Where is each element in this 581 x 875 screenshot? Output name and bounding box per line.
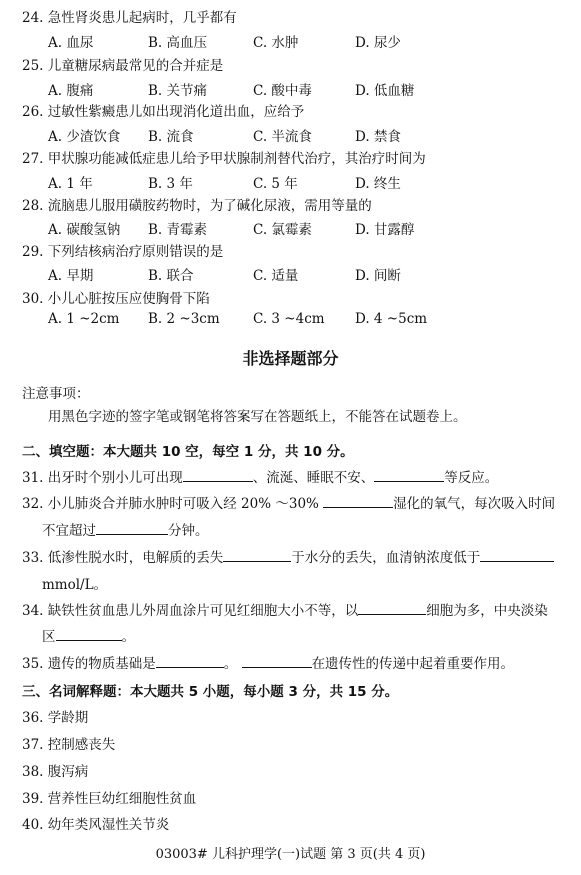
- answer-blank: [156, 655, 224, 668]
- answer-blank: [480, 549, 554, 562]
- question-26: 26. 过敏性紫癜患儿如出现消化道出血，应给予: [22, 104, 305, 120]
- question-34-cont: 区 。: [42, 629, 135, 645]
- term-item: 36. 学龄期: [22, 710, 89, 726]
- question-29: 29. 下列结核病治疗原则错误的是: [22, 244, 224, 260]
- question-34: 34. 缺铁性贫血患儿外周血涂片可见红细胞大小不等，以 细胞为多，中央淡染: [22, 603, 548, 619]
- answer-blank: [374, 469, 444, 482]
- answer-blank: [323, 495, 393, 508]
- answer-blank: [242, 655, 312, 668]
- page-footer: 03003# 儿科护理学(一)试题 第 3 页(共 4 页): [155, 847, 426, 862]
- option-d: D. 间断: [355, 268, 401, 284]
- option-b: B. 3 年: [148, 176, 193, 192]
- option-a: A. 腹痛: [48, 83, 94, 99]
- option-c: C. 5 年: [253, 176, 298, 192]
- section-title: 非选择题部分: [242, 349, 339, 368]
- option-c: C. 酸中毒: [253, 83, 312, 99]
- question-25: 25. 儿童糖尿病最常见的合并症是: [22, 58, 224, 74]
- option-c: C. 氯霉素: [253, 222, 312, 238]
- option-c: C. 3 ~4cm: [253, 311, 325, 327]
- option-d: D. 禁食: [355, 129, 401, 145]
- notice-label: 注意事项：: [22, 386, 90, 402]
- question-30: 30. 小儿心脏按压应使胸骨下陷: [22, 291, 210, 307]
- answer-blank: [183, 469, 253, 482]
- term-item: 40. 幼年类风湿性关节炎: [22, 817, 170, 833]
- option-a: A. 血尿: [48, 35, 94, 51]
- option-c: C. 半流食: [253, 129, 312, 145]
- option-a: A. 1 ~2cm: [48, 311, 120, 327]
- question-35: 35. 遗传的物质基础是 。 在遗传性的传递中起着重要作用。: [22, 656, 515, 672]
- option-b: B. 关节痛: [148, 83, 208, 99]
- answer-blank: [223, 549, 291, 562]
- term-item: 38. 腹泻病: [22, 764, 89, 780]
- question-27: 27. 甲状腺功能减低症患儿给予甲状腺制剂替代治疗，其治疗时间为: [22, 151, 426, 167]
- term-heading: 三、名词解释题：本大题共 5 小题，每小题 3 分，共 15 分。: [22, 684, 399, 700]
- notice-text: 用黑色字迹的签字笔或钢笔将答案写在答题纸上，不能答在试题卷上。: [48, 409, 467, 425]
- option-b: B. 高血压: [148, 35, 208, 51]
- answer-blank: [56, 628, 122, 641]
- term-item: 37. 控制感丧失: [22, 737, 116, 753]
- option-b: B. 流食: [148, 129, 194, 145]
- question-32: 32. 小儿肺炎合并肺水肿时可吸入经 20% ～30% 湿化的氧气，每次吸入时间: [22, 496, 556, 512]
- option-a: A. 1 年: [48, 176, 93, 192]
- option-d: D. 终生: [355, 176, 401, 192]
- option-a: A. 少渣饮食: [48, 129, 121, 145]
- option-d: D. 甘露醇: [355, 222, 415, 238]
- question-24: 24. 急性肾炎患儿起病时，几乎都有: [22, 10, 237, 26]
- question-32-cont: 不宜超过 分钟。: [42, 523, 209, 539]
- option-d: D. 低血糖: [355, 83, 415, 99]
- question-28: 28. 流脑患儿服用磺胺药物时，为了碱化尿液，需用等量的: [22, 198, 372, 214]
- answer-blank: [96, 522, 168, 535]
- option-b: B. 联合: [148, 268, 194, 284]
- option-a: A. 碳酸氢钠: [48, 222, 121, 238]
- option-c: C. 适量: [253, 268, 299, 284]
- fill-heading: 二、填空题：本大题共 10 空，每空 1 分，共 10 分。: [22, 444, 354, 460]
- term-item: 39. 营养性巨幼红细胞性贫血: [22, 791, 197, 807]
- question-33-cont: mmol/L。: [42, 577, 108, 593]
- option-c: C. 水肿: [253, 35, 299, 51]
- option-d: D. 尿少: [355, 35, 401, 51]
- question-31: 31. 出牙时个别小儿可出现 、流涎、睡眠不安、 等反应。: [22, 470, 499, 486]
- option-a: A. 早期: [48, 268, 94, 284]
- option-b: B. 2 ~3cm: [148, 311, 220, 327]
- option-d: D. 4 ~5cm: [355, 311, 428, 327]
- option-b: B. 青霉素: [148, 222, 208, 238]
- question-33: 33. 低渗性脱水时，电解质的丢失 于水分的丢失，血清钠浓度低于: [22, 546, 554, 566]
- answer-blank: [358, 602, 426, 615]
